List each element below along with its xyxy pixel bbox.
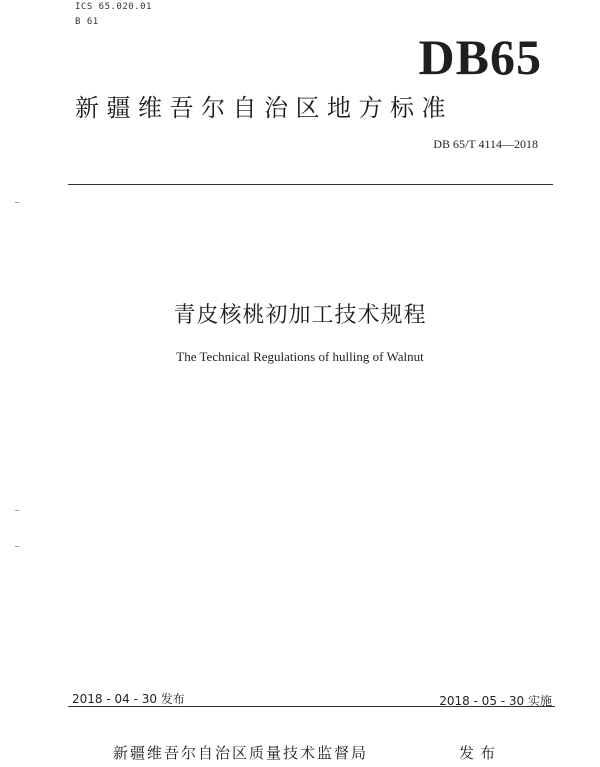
publisher-name: 新疆维吾尔自治区质量技术监督局 <box>113 744 369 762</box>
publish-label: 发布 <box>459 744 502 762</box>
ics-code: ICS 65.020.01 <box>75 2 152 12</box>
document-title: 青皮核桃初加工技术规程 <box>173 303 427 328</box>
db65-logo: DB65 <box>418 29 542 85</box>
scan-mark <box>15 546 19 547</box>
ccs-code: B 61 <box>75 17 99 27</box>
scan-mark <box>15 202 19 203</box>
top-divider <box>68 184 553 185</box>
issue-date: 2018 - 04 - 30 发布 <box>72 692 185 706</box>
issuer-title: 新疆维吾尔自治区地方标准 <box>75 94 453 122</box>
scan-mark <box>15 510 19 511</box>
bottom-divider <box>68 706 555 707</box>
standard-number: DB 65/T 4114—2018 <box>433 137 538 151</box>
implementation-date: 2018 - 05 - 30 实施 <box>439 694 552 708</box>
document-title-english: The Technical Regulations of hulling of Walnut <box>176 349 424 364</box>
